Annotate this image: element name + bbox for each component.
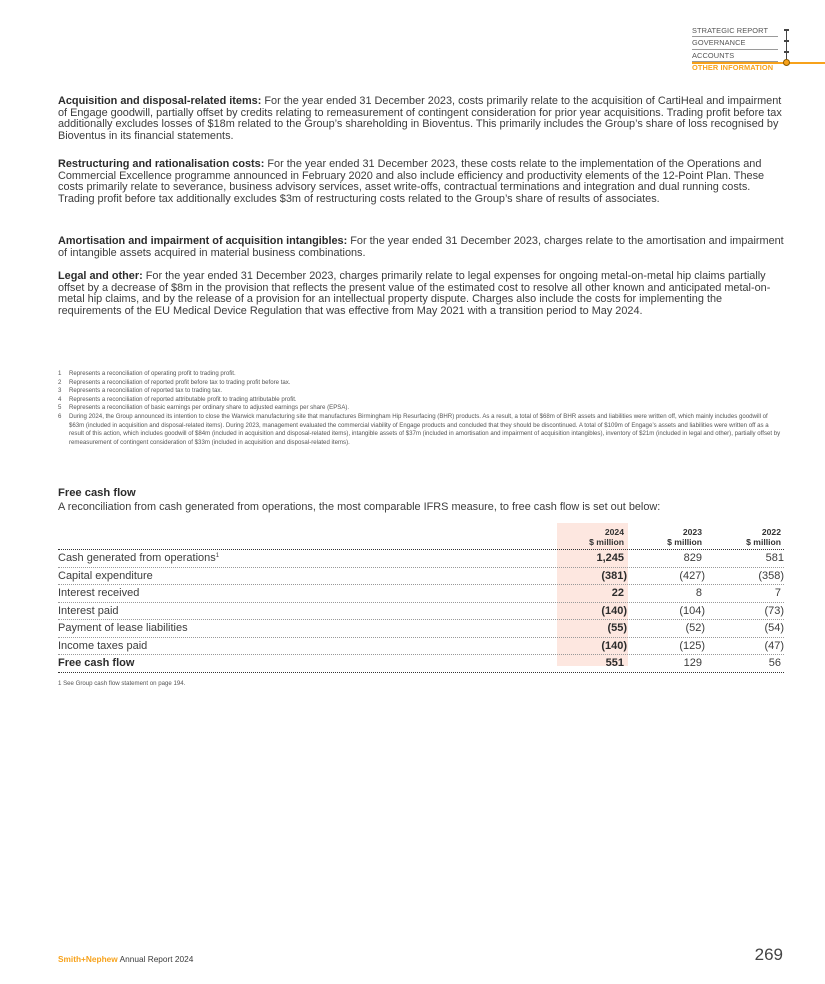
cell-2024: (140) — [601, 639, 627, 652]
paragraph-text: For the year ended 31 December 2023, these costs relate to the implementation of the Operations and Commercial Excellence programme announced in February 2020 and also include efficiency and productivity elements of the 12-Point Plan. These costs primarily relate to severance, business advisory services, asset write-offs, contractual terminations and integration and dual running costs. Trading profit before tax additionally excludes $3m of restructuring costs related to the Group’s share of results of associates. — [58, 158, 765, 205]
cell-2023: (52) — [685, 622, 705, 634]
footnote-text: Represents a reconciliation of reported tax to trading tax. — [69, 387, 223, 395]
free-cash-flow-table — [58, 523, 784, 673]
footnote-text: Represents a reconciliation of basic earnings per ordinary share to adjusted earnings per share (EPSA). — [69, 404, 350, 412]
paragraph-heading: Legal and other: — [58, 270, 143, 282]
nav-tick-icon — [784, 51, 789, 53]
table-row — [58, 603, 784, 621]
paragraph-heading: Amortisation and impairment of acquisition intangibles: — [58, 235, 348, 247]
nav-timeline-icon — [786, 29, 787, 63]
footnote-text: Represents a reconciliation of reported profit before tax to trading profit before tax. — [69, 378, 291, 386]
cell-2024: (381) — [601, 569, 627, 582]
table-row — [58, 568, 784, 586]
table-row-total — [58, 655, 784, 673]
row-label — [58, 552, 219, 564]
footnote — [58, 387, 784, 396]
cell-2024: 22 — [611, 587, 624, 599]
column-unit: $ million — [667, 537, 702, 547]
section-nav — [692, 25, 825, 74]
cell-2022: 7 — [774, 587, 781, 599]
column-header-2022 — [711, 527, 781, 547]
section-intro: A reconciliation from cash generated from operations, the most comparable IFRS measure, to free cash flow is set out below: — [58, 501, 661, 513]
footnote-number: 4 — [58, 395, 62, 403]
table-row — [58, 620, 784, 638]
nav-tick-icon — [784, 40, 789, 42]
column-unit: $ million — [589, 537, 624, 547]
nav-item-accounts[interactable]: ACCOUNTS — [692, 50, 778, 62]
footnote-number: 2 — [58, 378, 62, 386]
footnote-number: 1 — [58, 370, 62, 377]
report-name: Annual Report 2024 — [119, 954, 194, 964]
footnote — [58, 396, 784, 405]
cell-2023: (104) — [679, 604, 705, 617]
footnotes — [58, 370, 784, 447]
page-number: 269 — [754, 945, 783, 964]
row-label: Capital expenditure — [58, 569, 153, 582]
row-label: Income taxes paid — [58, 639, 148, 652]
brand-name: Smith+Nephew — [58, 954, 118, 964]
footnote-number: 3 — [58, 387, 62, 395]
cell-2023: (125) — [679, 639, 705, 652]
footnote — [58, 413, 784, 447]
footnote-text: Represents a reconciliation of reported attributable profit to trading attributable profit. — [69, 395, 297, 403]
footnote-number: 5 — [58, 404, 62, 412]
column-header-2023 — [632, 527, 702, 547]
paragraph-heading: Restructuring and rationalisation costs: — [58, 158, 265, 170]
footnote — [58, 370, 784, 379]
cell-2023: (427) — [679, 569, 705, 582]
paragraph-restructuring — [58, 159, 786, 205]
paragraph-text: For the year ended 31 December 2023, costs primarily relate to the acquisition of CartiHeal and impairment of Engage goodwill, partially offset by credits relating to remeasurement of contingent consideration for prior year acquisitions. Trading profit before tax additionally excludes losses of $18m related to the Group’s shareholding in Bioventus. This primarily includes the Group’s share of loss recognised by Bioventus in its financial statements. — [58, 95, 782, 142]
column-year: 2024 — [604, 527, 624, 537]
cell-2022: (47) — [764, 639, 784, 652]
nav-item-governance[interactable]: GOVERNANCE — [692, 37, 778, 49]
nav-tick-icon — [784, 29, 789, 31]
cell-2023: 129 — [683, 657, 702, 669]
row-footnote-ref: 1 — [215, 553, 220, 559]
table-header — [58, 523, 784, 550]
cell-2022: 581 — [765, 552, 784, 564]
column-unit: $ million — [746, 537, 781, 547]
footer-brand — [58, 954, 193, 964]
cell-2023: 8 — [695, 587, 702, 599]
cell-2022: (54) — [764, 622, 784, 634]
cell-2024: (140) — [601, 604, 627, 617]
column-year: 2023 — [682, 527, 702, 537]
cell-2024: (55) — [607, 622, 627, 634]
footnote-number: 6 — [58, 412, 62, 420]
cell-2024: 1,245 — [596, 552, 624, 564]
footnote-text: During 2024, the Group announced its intention to close the Warwick manufacturing site that manufactures Birmingham Hip Resurfacing (BHR) products. As a result, a total of $68m of BHR assets and liabilities were written off, which mainly includes goodwill of $63m (included in acquisition and disposal-related items). During 2023, management evaluated the commercial viability of Engage products and concluded that they should be discontinued. A total of $109m of Engage’s assets and liabilities were written off as a result of this action, which includes goodwill of $84m (included in acquisition and disposal-related items), intangible assets of $37m (included in amortisation and impairment of acquisition intangibles), inventory of $21m (included in legal and other), partially offset by remeasurement of contingent consideration of $33m (included in acquisition and disposal-related items). — [69, 412, 781, 446]
nav-item-other-information[interactable]: OTHER INFORMATION — [692, 63, 774, 73]
paragraph-amortisation — [58, 236, 786, 259]
paragraph-heading: Acquisition and disposal-related items: — [58, 95, 262, 107]
cell-2024: 551 — [605, 657, 624, 669]
paragraph-text: For the year ended 31 December 2023, charges relate to the amortisation and impairment of intangible assets acquired in material business combinations. — [58, 235, 784, 259]
row-label-text: Cash generated from operations — [58, 552, 216, 564]
table-row — [58, 638, 784, 656]
row-label: Free cash flow — [58, 657, 135, 669]
row-label: Interest received — [58, 587, 140, 599]
footnote — [58, 404, 784, 413]
cell-2023: 829 — [683, 552, 702, 564]
row-label: Interest paid — [58, 604, 119, 617]
paragraph-acquisition — [58, 96, 786, 142]
column-header-2024 — [554, 527, 624, 547]
column-year: 2022 — [761, 527, 781, 537]
section-title: Free cash flow — [58, 487, 136, 499]
paragraph-legal — [58, 271, 786, 317]
cell-2022: 56 — [768, 657, 781, 669]
cell-2022: (358) — [758, 569, 784, 582]
nav-current-marker-icon — [783, 59, 790, 66]
footnote — [58, 379, 784, 388]
table-footnote: 1 See Group cash flow statement on page 194. — [58, 680, 186, 687]
footnote-text: Represents a reconciliation of operating profit to trading profit. — [69, 370, 236, 377]
paragraph-text: For the year ended 31 December 2023, charges primarily relate to legal expenses for ongoing metal-on-metal hip claims partially offset by a decrease of $8m in the provision that reflects the present value of the estimated cost to resolve all other known and anticipated metal-on-metal hip claims, and by the release of a provision for an intellectual property dispute. Charges also include the costs for implementing the requirements of the EU Medical Device Regulation that was effective from May 2021 with a transition period to May 2024. — [58, 270, 771, 317]
table-row — [58, 550, 784, 568]
cell-2022: (73) — [764, 604, 784, 617]
row-label: Payment of lease liabilities — [58, 622, 188, 634]
table-row — [58, 585, 784, 603]
nav-item-strategic-report[interactable]: STRATEGIC REPORT — [692, 25, 778, 37]
